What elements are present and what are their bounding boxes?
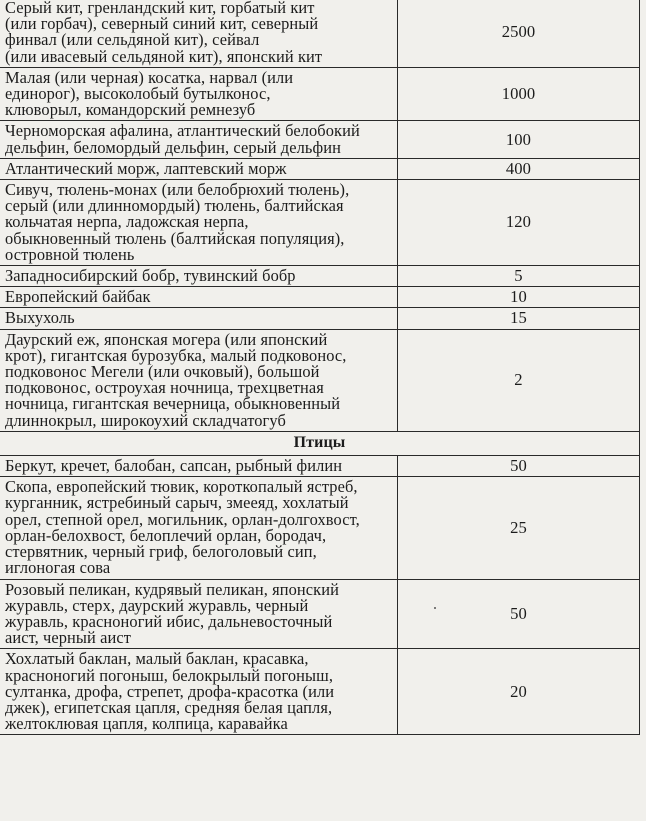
species-names-line: обыкновенный тюлень (балтийская популяция), [5,228,345,248]
species-names-line: Выхухоль [5,308,75,328]
table-row [0,266,640,287]
species-names-line: (или ивасевый сельдяной кит), японский кит [5,46,323,66]
species-names-line: Хохлатый баклан, малый баклан, красавка, [5,649,309,669]
species-names-line: орлан-белохвост, белоплечий орлан, бородач, [5,525,327,545]
species-names-line: длиннокрыл, широкоухий складчатогуб [5,410,286,430]
species-names-cell [0,329,398,431]
value-cell: 400 [398,158,640,179]
species-names-line: Даурский еж, японская могера (или японский [5,329,328,349]
species-names-line: кольчатая нерпа, ладожская нерпа, [5,212,249,232]
species-names-line: Европейский байбак [5,287,151,307]
species-names-cell [0,121,398,158]
table-row [0,456,640,477]
species-names-line: журавль, красноногий ибис, дальневосточный [5,611,333,631]
table-row [0,180,640,266]
species-names-line: (или горбач), северный синий кит, северный [5,14,319,34]
species-names-line: желтоклювая цапля, колпица, каравайка [5,714,288,734]
species-names-line: Серый кит, гренландский кит, горбатый кит [5,0,315,17]
value-cell: 1000 [398,67,640,121]
value-cell: 50 [398,456,640,477]
table-row [0,649,640,735]
species-names-cell [0,308,398,329]
species-names-line: красноногий погоныш, белокрылый погоныш, [5,665,334,685]
species-names-cell [0,266,398,287]
species-names-line: Атлантический морж, лаптевский морж [5,158,287,178]
species-names-line: Скопа, европейский тювик, короткопалый ястреб, [5,477,358,497]
species-names-cell [0,287,398,308]
table-row [0,158,640,179]
species-names-line: Черноморская афалина, атлантический белобокий [5,121,360,141]
species-names-cell [0,649,398,735]
species-names-line: Малая (или черная) косатка, нарвал (или [5,67,294,87]
species-names-cell [0,0,398,67]
table-row [0,329,640,431]
table-row [0,579,640,649]
species-names-line: султанка, дрофа, стрепет, дрофа-красотка (или [5,681,335,701]
value-cell: 100 [398,121,640,158]
species-names-line: островной тюлень [5,244,135,264]
species-names-cell [0,180,398,266]
species-names-cell [0,67,398,121]
section-heading: Птицы [0,431,640,455]
scan-speck [434,607,436,609]
value-cell: 2 [398,329,640,431]
species-names-line: серый (или длинномордый) тюлень, балтийская [5,196,344,216]
species-names-line: Западносибирский бобр, тувинский бобр [5,266,296,286]
species-names-line: аист, черный аист [5,628,131,648]
value-cell: 5 [398,266,640,287]
species-names-line: джек), египетская цапля, средняя белая цапля, [5,697,333,717]
table-row [0,67,640,121]
species-names-line: финвал (или сельдяной кит), сейвал [5,30,260,50]
table-row [0,0,640,67]
value-cell: 2500 [398,0,640,67]
species-names-line: стервятник, черный гриф, белоголовый сип, [5,542,317,562]
species-names-line: Беркут, кречет, балобан, сапсан, рыбный филин [5,456,343,476]
species-names-line: журавль, стерх, даурский журавль, черный [5,595,309,615]
species-names-cell [0,456,398,477]
species-names-line: курганник, ястребиный сарыч, змееяд, хохлатый [5,493,349,513]
species-names-line: крот), гигантская бурозубка, малый подковонос, [5,345,347,365]
species-names-line: подковонос Мегели (или очковый), большой [5,362,320,382]
section-row [0,431,640,455]
species-names-line: Розовый пеликан, кудрявый пеликан, японский [5,579,339,599]
table-row [0,287,640,308]
species-names-line: дельфин, беломордый дельфин, серый дельфин [5,137,341,157]
species-names-cell [0,477,398,579]
species-names-cell [0,158,398,179]
value-cell: 15 [398,308,640,329]
table-row [0,121,640,158]
species-names-line: орел, степной орел, могильник, орлан-долгохвост, [5,509,360,529]
value-cell: 50 [398,579,640,649]
value-cell: 20 [398,649,640,735]
species-names-line: клюворыл, командорский ремнезуб [5,100,256,120]
table-row [0,308,640,329]
value-cell: 25 [398,477,640,579]
species-names-line: единорог), высоколобый бутылконос, [5,84,271,104]
species-names-line: Сивуч, тюлень-монах (или белобрюхий тюлень), [5,180,350,200]
species-names-line: ночница, гигантская вечерница, обыкновенный [5,394,341,414]
species-names-cell [0,579,398,649]
table-row [0,477,640,579]
species-names-line: подковонос, остроухая ночница, трехцветная [5,378,324,398]
species-names-line: иглоногая сова [5,558,111,578]
value-cell: 120 [398,180,640,266]
value-cell: 10 [398,287,640,308]
